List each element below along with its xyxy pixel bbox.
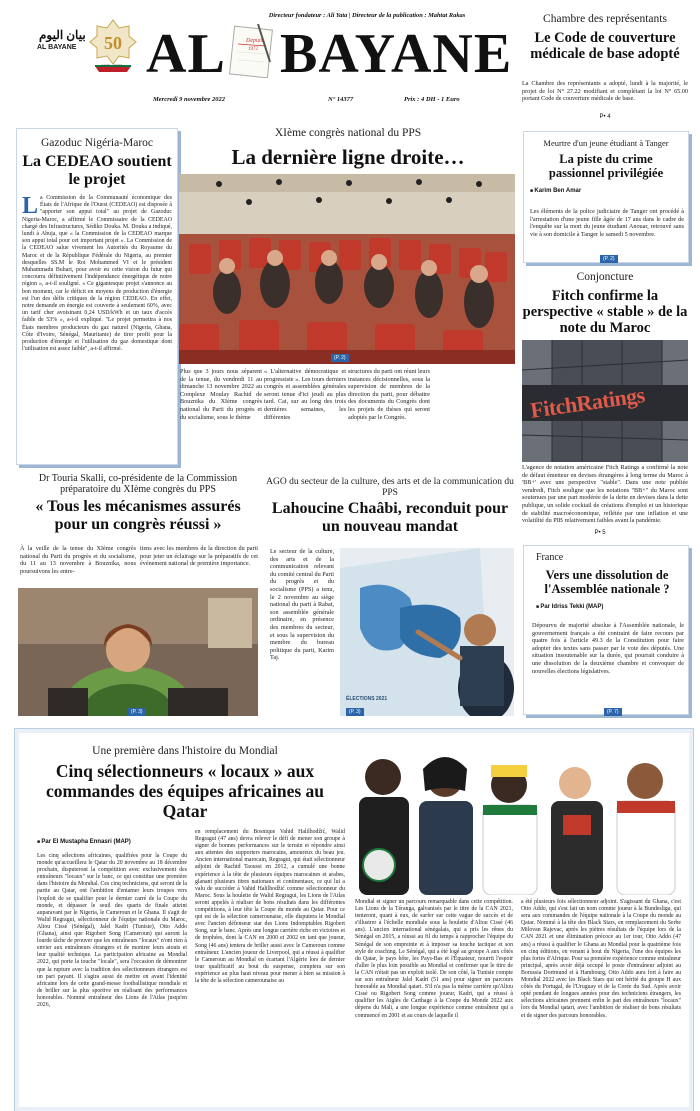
kicker: XIème congrès national du PPS xyxy=(274,127,422,139)
col2: en remplacement du Bosnique Vahid Halilhodžić, Walid Regragui (47 ans) devra relever le défi de mener son groupe à signer de bonnes performances sur le terrain et répondre ainsi aux attentes des supporters marocains, amoureux du beau jeu. Ancien international marocain, Regragui, qui était sélectionneur adjoint de Rachid Taoussi en 2012, a cumulé une bonne expérience à la tête de plusieurs équipes marocaines et arabes, glanant plusieurs titres nationaux et continentaux, ce qui lui a valu de succéder à Vahid Halilhodžić comme sélectionneur du Maroc. Sous la houlette de Walid Regragui, les Lions de l'Atlas seront appelés à réaliser de bons résultats dans les différentes compétitions, à leur tête la Coupe du monde au Qatar. Pour ce qui est de la sélection camerounaise, elle disputera le Mondial avec l'ancien défenseur star des Lions Indomptables Rigobert Song, sur le banc. Après une longue carrière riche en victoires et de trophées, dont la CAN en 2000 et 2002 en tant que joueur, Song (46 ans) tentera de briller aussi avec le Cameroun comme entraîneur. L'ancien joueur de Liverpool, qui a réussi à qualifier le Cameroun au Mondial en écartant l'Algérie lors de dernier tour qualificatif au bout du suspense, comptera sur son expérience au plus haut niveau pour mener à bien sa mission à la tête de la sélection camerounaise au xyxy=(195,829,345,984)
masthead-price: Prix : 4 DH - 1 Euro xyxy=(404,96,460,103)
body: La Chambre des représentants a adopté, lundi à la majorité, le projet de loi N° 27.22 modifiant et complétant la loi N° 65.00 portant Code de couverture médicale de base. xyxy=(522,80,688,103)
headline[interactable]: Vers une dissolution de l'Assemblée nationale ? xyxy=(544,568,670,596)
fitch-logo-text: FitchRatings xyxy=(528,382,647,423)
article-france-box xyxy=(523,545,689,715)
col2: « L'alternative démocratique et progressiste ». Les tours derniers congrès et assemblées générales seront tenue d'ici jeudi au plus tard. Cat, sur au long des trois dernières semaines, les différentes xyxy=(264,368,346,421)
kicker: Chambre des représentants xyxy=(543,13,667,25)
headline[interactable]: La CEDEAO soutient le projet xyxy=(22,153,172,188)
skalli-photo[interactable] xyxy=(18,588,258,716)
fitch-photo[interactable] xyxy=(522,340,688,462)
author: ■ Par Idriss Tekki (MAP) xyxy=(536,604,603,610)
article-cedeao-box xyxy=(16,128,178,465)
congress-hall-image xyxy=(179,174,515,364)
headline[interactable]: Le Code de couverture médicale de base adopté xyxy=(530,30,680,62)
masthead-date: Mercredi 9 novembre 2022 xyxy=(153,96,226,103)
svg-text:Depuis: Depuis xyxy=(246,38,263,44)
title-right: BAYANE xyxy=(280,23,513,85)
body-text: a Commission de la Communauté économique des États de l'Afrique de l'Ouest (CEDEAO) est disposée à "apporter son appui total" au projet de Gazoduc Nigeria-Maroc, a affirmé le Commissaire de la CEDEAO chargé des Infrastructures, Sédiko Douka. M. Douka a indiqué, lundi à Abuja, que « la Commission de la CEDEAO marque son appui total pour cet important projet ». La Commission de la CEDEAO salue vivement les Autorités du Royaume du Maroc et de la République Fédérale du Nigeria, au premier desquelles SS.M le Roi Mohammed VI et le président Muhammadu Buhari, pour avoir eu cette vision du futur qui concourra définitivement l'indépendance énergétique de notre région », a-t-il souligné. « Ce gigantesque projet s'annonce au bon moment, car le déficit en moyens de production d'énergie est l'un des défis critiques de la région CEDEAO. En effet, notre demande en énergie est couverte à seulement 60%, avec un tarif cher avoisinant 0,24 USD/kWh et un taux d'accès faible de 53% », a-t-il expliqué. "Le projet permettra à nos États membres producteurs du gaz naturel (Nigeria, Ghana, Côte d'Ivoire, Sénégal, Mauritanie) de tirer profit pour la production d'énergie et l'utilisation du gaz domestique dont l'utilisation est assez faible", a-t-il affirmé. xyxy=(22,195,172,353)
page-tag[interactable]: (P. 7) xyxy=(604,708,622,716)
logo-years: 1972 - 2022 xyxy=(101,63,123,68)
page-tag[interactable]: (P. 2) xyxy=(600,255,618,263)
col1: À la veille de la tenue du XIème congrès national du Parti du progrès et du socialisme, du 11 au 13 novembre à Bouznika, nous poursuivons les entre- xyxy=(20,545,136,575)
body: Le secteur de la culture, des arts et de la communication relevant du comité central du Parti du progrès et du socialisme (PPS) a tenu, le 2 novembre au siège national du parti à Rabat, son assemblée générale ordinaire, en présence des membres du secteur, et sous la supervision du membre du bureau politique du parti, Karim Taj. xyxy=(270,548,334,662)
col4: a été plusieurs fois sélectionneur adjoint. S'agissant du Ghana, c'est Otto Addo, qui s'est fait un nom comme joueur à la Bundesliga, qui sera aux commandes de l'équipe nationale à la Coupe du monde au Qatar. Nommé à la tête des Black Stars, en remplacement du Serbe Milovan Rajevac, après les piètres résultats de l'équipe lors de la CAN 2021 et une élimination précoce au 1er tour, Otto Addo (47 ans) a réussi à qualifier le Ghana au Mondial pour la quatrième fois en cinq éditions, en venant à bout du Nigeria, l'une des équipes les plus fortes d'Afrique. Pour sa première expérience comme entraîneur principal, après avoir déjà occupé le poste d'entraîneur adjoint au Borussia Dortmund et à Hambourg, Otto Addo aura fort à faire au Mondial 2022 avec les Black Stars qui ont hérité du groupe H aux côtés du Portugal, de l'Uruguay et de la Corée du Sud. Après avoir opté pendant de longues années pour des techniciens étrangers, les sélections africaines prennent enfin le pari des entraîneurs "locaux" lors du Mondial qatari, avec l'ambition de réaliser de bons résultats et de signer des parcours honorables. xyxy=(521,899,681,1019)
kicker: AGO du secteur de la culture, des arts et de la communication du PPS xyxy=(266,477,514,498)
body: L'agence de notation américaine Fitch Ratings a confirmé la note de défaut émetteur en devises étrangères à long terme du Maroc à 'BB+' avec une perspective "stable". Dans une note publiée vendredi, Fitch souligne que les notations "BB+" du Maroc sont soutenues par une part modérée de la dette en devises dans la dette publique, un solide cocktail de créations d'emploi et un historique de stabilité macroéconomique, reflétée par une inflation et une volatilité du PIB relativement faibles avant la pandémie. xyxy=(522,464,688,525)
page-ref: P• 5 xyxy=(594,530,606,536)
skalli-portrait-image xyxy=(18,588,258,716)
photo-tag[interactable]: (P. 3) xyxy=(346,708,364,716)
chaabi-photo[interactable] xyxy=(340,548,514,716)
headline[interactable]: Cinq sélectionneurs « locaux » aux commandes des équipes africaines au Qatar xyxy=(45,761,325,821)
headline[interactable]: La dernière ligne droite… xyxy=(231,145,465,169)
headline[interactable]: Lahoucine Chaâbi, reconduit pour un nouveau mandat xyxy=(271,500,509,535)
kicker: France xyxy=(536,552,564,563)
dropcap: L xyxy=(22,193,39,219)
body: Les éléments de la police judiciaire de Tanger ont procédé à l'arrestation d'une jeune fille âgée de 17 ans dans le cadre de l'enquête sur la mort du jeune étudiant Anouar, retrouvé sans vie à son domicile à Tanger le samedi 5 novembre. xyxy=(530,208,684,238)
logo-latin: AL BAYANE xyxy=(37,44,77,51)
body xyxy=(22,195,172,353)
photo-tag[interactable]: (P. 3) xyxy=(128,708,146,716)
logo-emblem xyxy=(17,14,137,84)
kicker: Meurtre d'un jeune étudiant à Tanger xyxy=(543,138,669,148)
coaches-photo[interactable] xyxy=(353,745,683,895)
headline[interactable]: Fitch confirme la perspective « stable » de la note du Maroc xyxy=(522,288,688,336)
author: ■ Karim Ben Amar xyxy=(530,188,581,194)
kicker: Gazoduc Nigéria-Maroc xyxy=(40,137,154,149)
five-coaches-image xyxy=(353,745,683,895)
headline[interactable]: La piste du crime passionnel privilégiée xyxy=(548,152,664,180)
title-left: AL xyxy=(146,23,226,85)
article-mondial-box xyxy=(14,728,694,1111)
col1: Plus que 3 jours nous séparent de la tenue, du vendredi 11 au dimanche 13 novembre 2022 au Complexe Moulay Rachid de Bouznika du XIème congrès national du Parti du progrès et du socialisme, sous le thème xyxy=(180,368,262,421)
logo-arabic: بيان اليوم xyxy=(39,28,86,42)
masthead-issue: N° 14377 xyxy=(328,96,354,103)
author: ■ Par El Mustapha Ennasri (MAP) xyxy=(37,839,131,845)
col3: Mondial et signer un parcours remarquable dans cette compétition. Les Lions de la Téranga, galvanisés par le titre de la CAN 2021, tenteront, quant à eux, de surfer sur cette vague de succès et de s'illustrer à l'échelle mondiale sous la houlette d'Aliou Cissé (46 ans). L'ancien international sénégalais, qui a pris les rênes du Sénégal en 2015, a réussi au fil du temps à rapprocher l'équipe du Sénégal de son empreinte et à imposer sa touche tactique et son style de coaching. Le Sénégal, qui a été logé au groupe A aux côtés du Qatar, le pays hôte, les Pays-Bas et l'Équateur, nourrit l'espoir d'aller le plus loin possible au Mondial et confirmer que le titre de la CAN n'était pas un exploit isolé. De son côté, la Tunisie compte sur son entraîneur Jalel Kadri (51 ans) pour signer un parcours honorable au Mondial qatari. S'il n'a pas la même carrière qu'Aliou Cissé ou Rigobert Song comme joueur, Kadri, qui a réussi à qualifier les Aigles de Carthage à la Coupe du Monde 2022 aux dépens du Mali, a une longue expérience comme entraîneur qui a commencé en 2001 et au cours de laquelle il xyxy=(355,899,513,1019)
col2: tiens avec les membres de la direction du parti pour jeter un éclairage sur la préparatifs de cet événement national de première importance. xyxy=(140,545,258,568)
screen-text: ÉLECTIONS 2021 xyxy=(346,696,388,702)
page-ref: P• 4 xyxy=(599,114,611,120)
kicker: Dr Touria Skalli, co-présidente de la Commission préparatoire du XIème congrès du PPS xyxy=(38,473,238,495)
svg-text:50: 50 xyxy=(104,33,122,53)
congress-photo[interactable] xyxy=(179,174,515,364)
headline[interactable]: « Tous les mécanismes assurés pour un congrès réussi » xyxy=(35,498,241,533)
chaabi-presentation-image xyxy=(340,548,514,716)
col1: Les cinq sélections africaines, qualifiées pour la Coupe du monde qu'accueillera le Qatar du 20 novembre au 18 décembre prochain, disputeront la compétition avec exclusivement des entraîneurs "locaux" sur le banc, ce qui constitue une première dans l'histoire du Mondial. Ces cinq techniciens, qui seront de la partie au Qatar, ont l'ambition d'entamer leurs troupes vers l'exploit de se qualifier pour le dernier carré de la Coupe du monde, et dépasser le seuil des quarts de finale atteint auparavant par le Nigeria, le Cameroun et le Ghana. Il s'agit de Walid Regragui, sélectionneur de l'équipe nationale du Maroc, Aliou Cissé (Sénégal), Jalel Kadri (Tunisie), Otto Addo (Ghana), ainsi que Rigobert Song (Cameroun) qui auront la lourde tâche de prouver que les entraîneurs "locaux" n'ont rien à envier aux entraîneurs étrangers et de montrer leurs atouts et leur qualité technique. La participation africaine au Mondial 2022, qui porte la touche "locale", sera l'occasion de démontrer que la rupture avec la tradition des sélectionneurs étrangers est un pari payant. Il s'agira aussi de mettre en avant l'identité africaine lors de cette grand-messe footballistique mondiale et de briller sur la plus sportive en réalisant des performances honorables. Nommé entraîneur des Lions de l'Atlas jusqu'en 2026, xyxy=(37,853,187,1008)
kicker: Conjoncture xyxy=(576,271,634,283)
founder-line: Directeur fondateur : Ali Yata | Directeur de la publication : Mahtat Rakas xyxy=(268,12,466,19)
photo-tag[interactable]: (P. 2) xyxy=(331,354,349,362)
col3: structures du parti ont réuni leurs instances décisionnelles, sous la supervision de membres de la direction du parti, pour débattre des documents du Congrès dont les projets de thèses qui seront adoptés par le Congrès. xyxy=(348,368,430,421)
notepad-logo-icon xyxy=(228,22,274,78)
svg-text:1972: 1972 xyxy=(248,47,258,52)
article-tanger-box xyxy=(523,131,689,263)
body: Dépourvu de majorité absolue à l'Assemblée nationale, le gouvernement français a été contraint de faire recours par quatre fois à l'article 49.3 de la Constitution pour faire adopter des textes sans passer par le vote des députés. Une situation insoutenable sur la durée, qui pourrait conduire à une dissolution de la deuxième chambre et convoquer de nouvelles élections législatives. xyxy=(532,622,684,675)
kicker: Une première dans l'histoire du Mondial xyxy=(92,745,278,757)
